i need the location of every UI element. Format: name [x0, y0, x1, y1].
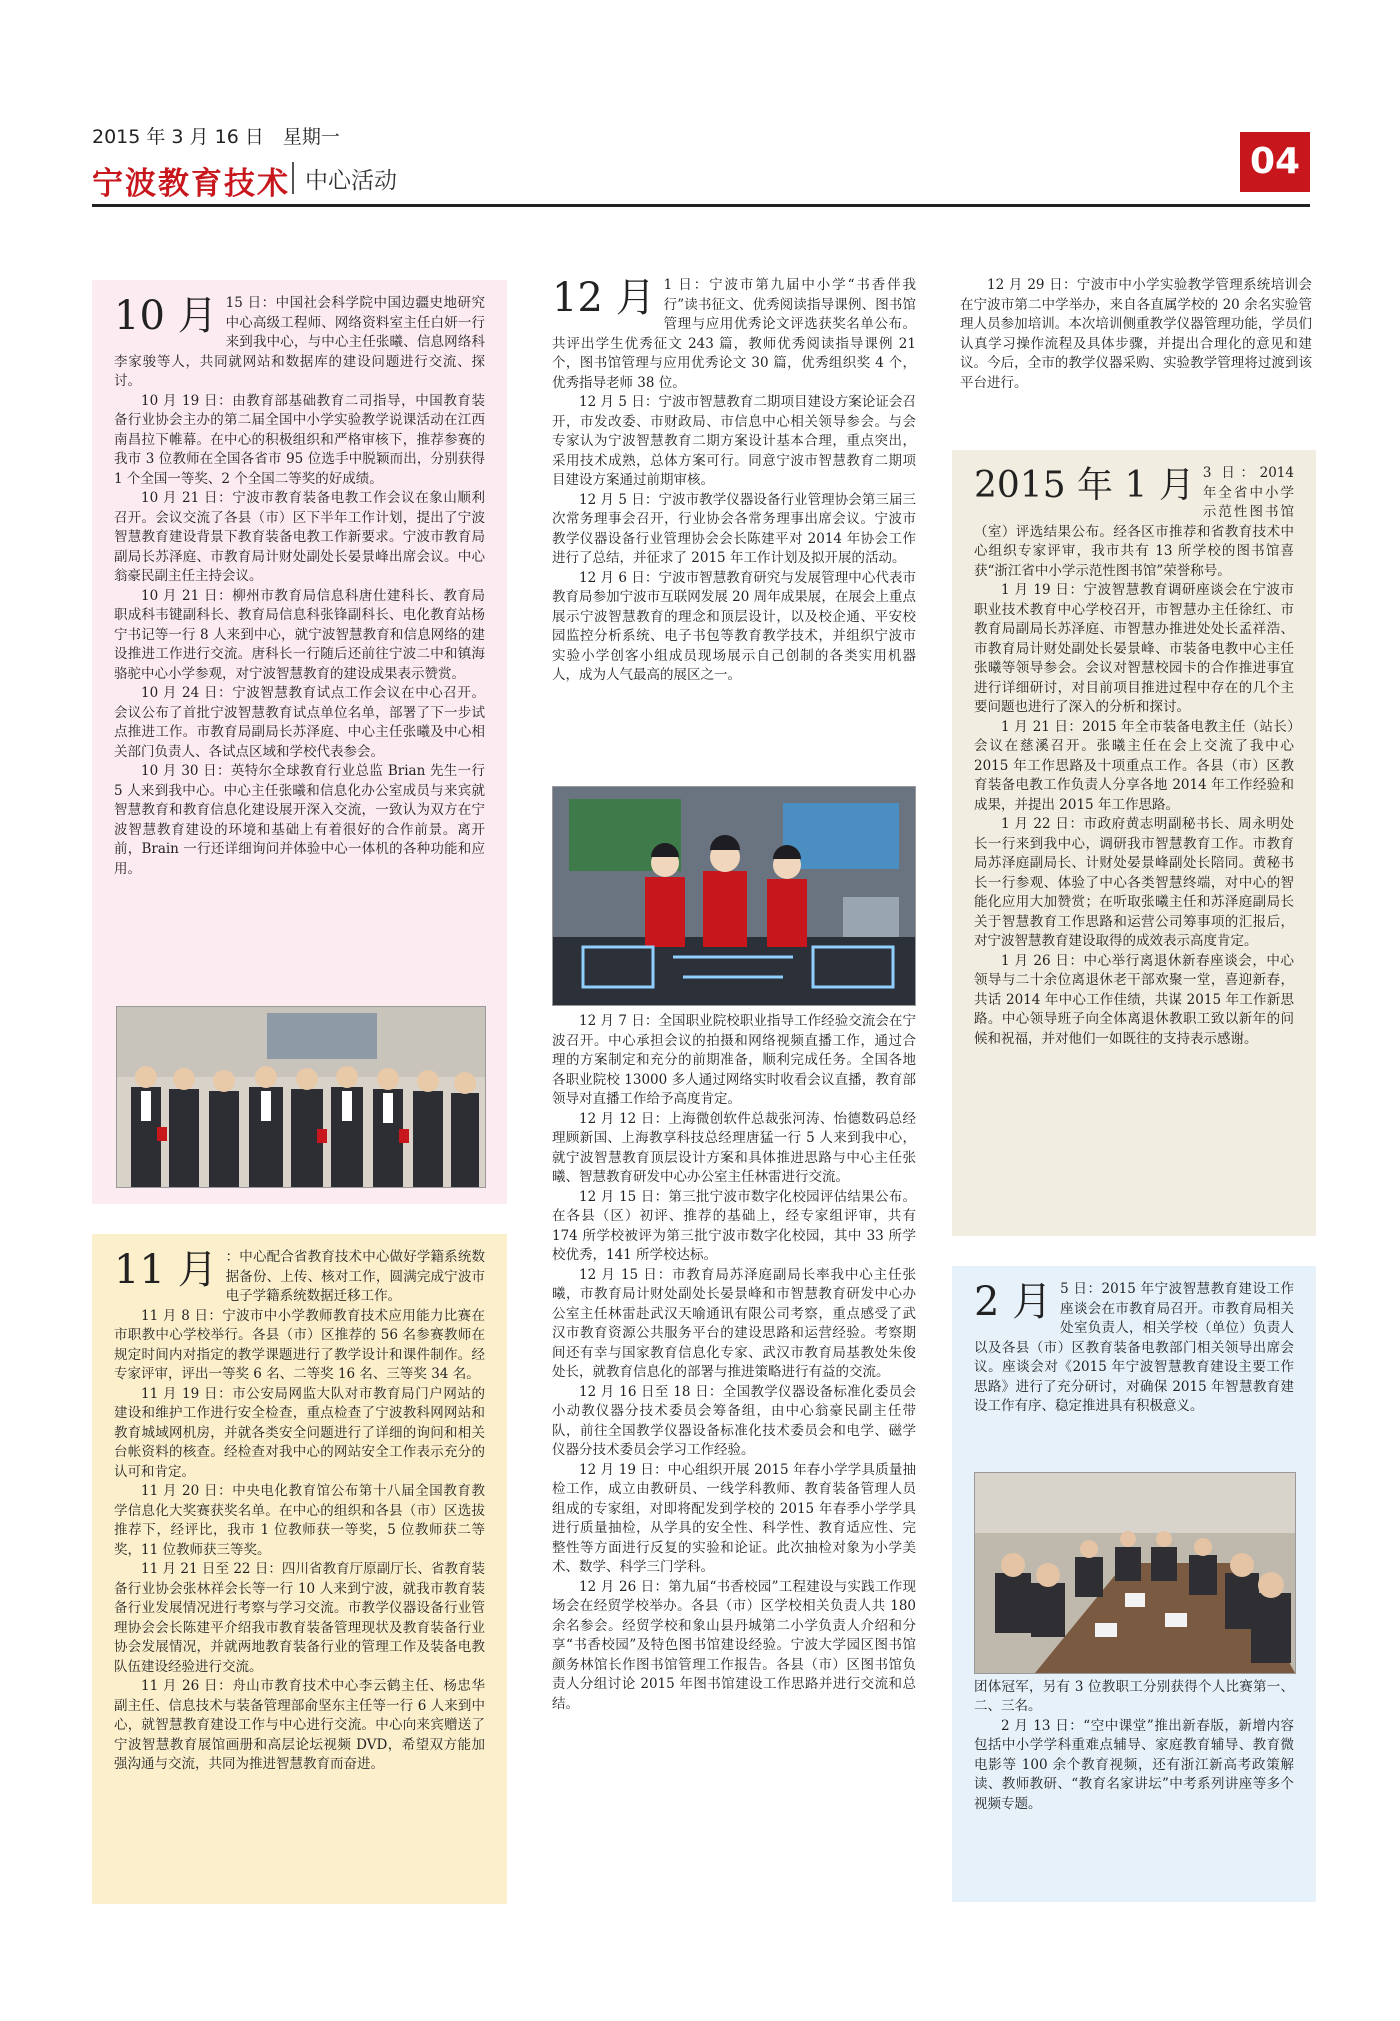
december-entry: 12 月 26 日：第九届“书香校园”工程建设与实践工作现场会在经贸学校举办。各县（市）区学校相关负责人共 180 余名参会。经贸学校和象山县丹城第二小学负责人介绍和分享“书香校园”及特色图书馆建设经验。宁波大学园区图书馆颜务林馆长作图书馆管理工作报告。各县（市）区图书馆负责人分组讨论 2015 年图书馆建设工作思路并进行交流和总结。: [552, 1578, 916, 1712]
december-entry: 12 月 12 日：上海微创软件总裁张河涛、怡德数码总经理顾新国、上海教享科技总经理唐猛一行 5 人来到我中心，就宁波智慧教育顶层设计方案和具体推进思路与中心主任张曦、智慧教育研发中心办公室主任林雷进行交流。: [552, 1110, 916, 1185]
month-heading-january: 2015 年 1 月: [974, 465, 1195, 506]
january-section: [952, 450, 1316, 1236]
january-entry: 1 月 26 日：中心举行离退休新春座谈会，中心领导与二十余位离退休老干部欢聚一堂，喜迎新春，共话 2014 年中心工作佳绩，共谋 2015 年工作新思路。中心领导班子向全体离退休教职工致以新年的问候和祝福，并对他们一如既往的支持表示感谢。: [974, 952, 1294, 1047]
december-entry: 12 月 15 日：市教育局苏泽庭副局长率我中心主任张曦，市教育局计财处副处长晏景峰和市智慧教育研发中心办公室主任林雷赴武汉天喻通讯有限公司考察，重点感受了武汉市教育资源公共服务平台的建设思路和运营经验。考察期间还有幸与国家教育信息化专家、武汉市教育局基教处朱俊处长，就教育信息化的部署与推进策略进行有益的交流。: [552, 1266, 916, 1380]
december-29-entry: [956, 276, 1316, 436]
month-heading-november: 11 月: [114, 1247, 218, 1293]
month-heading-february: 2 月: [974, 1279, 1053, 1325]
december-entry: 12 月 6 日：宁波市智慧教育研究与发展管理中心代表市教育局参加宁波市互联网发展 20 周年成果展，在展会上重点展示宁波智慧教育的理念和顶层设计，以及校企通、平安校园监控分析系统、电子书包等教育教学技术，并组织宁波市实验小学创客小组成员现场展示自己创制的各类实用机器人，成为人气最高的展区之一。: [552, 569, 916, 683]
october-entry: 15 日：中国社会科学院中国边疆史地研究中心高级工程师、网络资料室主任白妍一行来到我中心，与中心主任张曦、信息网络科李家骏等人，共同就网站和数据库的建设问题进行交流、探讨。: [114, 295, 485, 389]
november-section: [92, 1234, 507, 1904]
february-entry: 团体冠军，另有 3 位教职工分别获得个人比赛第一、二、三名。: [974, 1678, 1294, 1714]
robot-exhibit-image: [553, 787, 915, 1005]
november-entry: 11 月 8 日：宁波市中小学教师教育技术应用能力比赛在市职教中心学校举行。各县（市）区推荐的 56 名参赛教师在规定时间内对指定的教学课题进行了教学设计和课件制作。经专家评审，评出一等奖 6 名、二等奖 16 名、三等奖 34 名。: [114, 1307, 485, 1382]
month-heading-december: 12 月: [552, 276, 656, 321]
december-section-bottom: [548, 1012, 920, 1902]
november-entry: ：中心配合省教育技术中心做好学籍系统数据备份、上传、核对工作，圆满完成宁波市电子学籍系统数据迁移工作。: [225, 1249, 485, 1304]
january-entry: 3 日：2014 年全省中小学示范性图书馆（室）评选结果公布。经各区市推荐和省教育技术中心组织专家评审，我市共有 13 所学校的图书馆喜获“浙江省中小学示范性图书馆”荣誉称号。: [974, 465, 1294, 579]
october-entry: 10 月 24 日：宁波智慧教育试点工作会议在中心召开。会议公布了首批宁波智慧教育试点单位名单，部署了下一步试点推进工作。市教育局副局长苏泽庭、中心主任张曦及中心相关部门负责人、各试点区域和学校代表参会。: [114, 685, 485, 760]
december-section-top: [548, 276, 920, 778]
january-entry: 1 月 21 日：2015 年全市装备电教主任（站长）会议在慈溪召开。张曦主任在会上交流了我中心 2015 年工作思路及十项重点工作。各县（市）区教育装备电教工作负责人分享各地 2014 年工作经验和成果，并提出 2015 年工作思路。: [974, 718, 1294, 813]
november-entry: 11 月 21 日至 22 日：四川省教育厅原副厅长、省教育装备行业协会张林祥会长等一行 10 人来到宁波，就我市教育装备行业发展情况进行考察与学习交流。市教学仪器设备行业管理协会会长陈建平介绍我市教育装备管理现状及教育装备行业协会发展情况，并就两地教育装备行业的管理工作及装备电教队伍建设经验进行交流。: [114, 1561, 485, 1675]
october-entry: 10 月 21 日：柳州市教育局信息科唐仕建科长、教育局职成科韦键副科长、教育局信息科张锋副科长、电化教育站杨宁书记等一行 8 人来到中心，就宁波智慧教育和信息网络的建设推进工作进行交流。唐科长一行随后还前往宁波二中和镇海骆驼中心小学参观，对宁波智慧教育的建设成果表示赞赏。: [114, 587, 485, 682]
november-entry: 11 月 20 日：中央电化教育馆公布第十八届全国教育教学信息化大奖赛获奖名单。在中心的组织和各县（市）区选拔推荐下，经评比，我市 1 位教师获一等奖，5 位教师获二等奖，11 位教师获三等奖。: [114, 1483, 485, 1558]
header-rule: [92, 204, 1310, 207]
october-entry: 10 月 19 日：由教育部基础教育二司指导，中国教育装备行业协会主办的第二届全国中小学实验教学说课活动在江西南昌拉下帷幕。在中心的积极组织和严格审核下，推荐参赛的我市 3 位教师在全国各省市 95 位选手中脱颖而出，分别获得 1 个全国一等奖、2 个全国二等奖的好成绩。: [114, 392, 485, 487]
february-entry: 5 日：2015 年宁波智慧教育建设工作座谈会在市教育局召开。市教育局相关处室负责人，相关学校（单位）负责人以及各县（市）区教育装备电教部门相关领导出席会议。座谈会对《2015 年宁波智慧教育建设主要工作思路》进行了充分研讨，对确保 2015 年智慧教育建设工作有序、稳定推进具有积极意义。: [974, 1281, 1294, 1414]
december-entry: 12 月 5 日：宁波市教学仪器设备行业管理协会第三届三次常务理事会召开，行业协会各常务理事出席会议。宁波市教学仪器设备行业管理协会会长陈建平对 2014 年协会工作进行了总结，并征求了 2015 年工作计划及拟开展的活动。: [552, 491, 916, 566]
december-entry: 12 月 19 日：中心组织开展 2015 年春小学学具质量抽检工作，成立由教研员、一线学科教师、教育装备管理人员组成的专家组，对即将配发到学校的 2015 年春季小学学具进行质量抽检，从学具的安全性、科学性、教育适应性、完整性等方面进行反复的实验和论证。此次抽检对象为小学美术、数学、科学三门学科。: [552, 1461, 916, 1575]
january-entry: 1 月 19 日：宁波智慧教育调研座谈会在宁波市职业技术教育中心学校召开，市智慧办主任徐红、市教育局副局长苏泽庭、市智慧办推进处处长孟祥浩、市教育局计财处副处长晏景峰、市装备电教中心主任张曦等领导参会。会议对智慧校园卡的合作推进事宜进行详细研讨，对目前项目推进过程中存在的几个主要问题也进行了深入的分析和探讨。: [974, 582, 1294, 715]
january-entry: 1 月 22 日：市政府黄志明副秘书长、周永明处长一行来到我中心，调研我市智慧教育工作。市教育局苏泽庭副局长、计财处晏景峰副处长陪同。黄秘书长一行参观、体验了中心各类智慧终端，对中心的智能化应用大加赞赏；在听取张曦主任和苏泽庭副局长关于智慧教育工作思路和运营公司筹事项的汇报后，对宁波智慧教育建设取得的成效表示高度肯定。: [974, 816, 1294, 949]
issue-date: 2015 年 3 月 16 日 星期一: [92, 126, 340, 148]
october-entry: 10 月 21 日：宁波市教育装备电教工作会议在象山顺利召开。会议交流了各县（市）区下半年工作计划，提出了宁波智慧教育建设背景下教育装备电教工作新要求。宁波市教育局副局长苏泽庭、市教育局计财处副处长晏景峰出席会议。中心翁豪民副主任主持会议。: [114, 490, 485, 584]
december-entry: 12 月 16 日至 18 日：全国教学仪器设备标准化委员会小动教仪器分技术委员会筹备组，由中心翁豪民副主任带队，前往全国教学仪器设备标准化技术委员会和电学、磁学仪器分技术委员会学习工作经验。: [552, 1383, 916, 1458]
december-entry: 1 日：宁波市第九届中小学“书香伴我行”读书征文、优秀阅读指导课例、图书馆管理与应用优秀论文评选获奖名单公布。共评出学生优秀征文 243 篇，教师优秀阅读指导课例 21 个，图书馆管理与应用优秀论文 30 篇，优秀组织奖 4 个，优秀指导老师 38 位。: [552, 277, 916, 391]
header-divider: [292, 162, 294, 194]
meeting-photo-february: [974, 1472, 1296, 1674]
december-entry: 12 月 5 日：宁波市智慧教育二期项目建设方案论证会召开，市发改委、市财政局、市信息中心相关领导参会。与会专家认为宁波智慧教育二期方案设计基本合理，重点突出，采用技术成熟，总体方案可行。同意宁波市智慧教育二期项目建设方案通过前期审核。: [552, 394, 916, 488]
december-entry: 12 月 7 日：全国职业院校职业指导工作经验交流会在宁波召开。中心承担会议的拍摄和网络视频直播工作，通过合理的方案制定和充分的前期准备，顺利完成任务。全国各地各职业院校 13000 多人通过网络实时收看会议直播，教育部领导对直播工作给予高度肯定。: [552, 1013, 916, 1107]
november-entry: 11 月 19 日：市公安局网监大队对市教育局门户网站的建设和维护工作进行安全检查，重点检查了宁波教科网网站和教育城域网机房，并就各类安全问题进行了详细的询问和相关台帐资料的核查。经检查对我中心的网站安全工作表示充分的认可和肯定。: [114, 1385, 485, 1480]
meeting-photo-image: [975, 1473, 1295, 1673]
december-entry: 12 月 15 日：第三批宁波市数字化校园评估结果公布。在各县（区）初评、推荐的基础上，经专家组评审，共有 174 所学校被评为第三批宁波市数字化校园，其中 33 所学校优秀，141 所学校达标。: [552, 1188, 916, 1263]
page-number: 04: [1240, 132, 1310, 192]
december-entry: 12 月 29 日：宁波市中小学实验教学管理系统培训会在宁波市第二中学举办，来自各直属学校的 20 余名实验管理人员参加培训。本次培训侧重教学仪器管理功能，学员们认真学习操作流程及具体步骤，并提出合理化的意见和建议。今后，全市的教学仪器采购、实验教学管理将过渡到该平台进行。: [960, 277, 1312, 391]
october-entry: 10 月 30 日：英特尔全球教育行业总监 Brian 先生一行 5 人来到我中心。中心主任张曦和信息化办公室成员与来宾就智慧教育和教育信息化建设展开深入交流，一致认为双方在宁波智慧教育建设的环境和基础上有着很好的合作前景。离开前，Brain 一行还详细询问并体验中心一体机的各种功能和应用。: [114, 763, 485, 877]
group-photo-october: [116, 1006, 486, 1188]
month-heading-october: 10 月: [114, 293, 218, 339]
newspaper-logo: 宁波教育技术: [92, 166, 290, 202]
february-entry: 2 月 13 日：“空中课堂”推出新春版，新增内容包括中小学学科重难点辅导、家庭教育辅导、教育微电影等 100 余个教育视频，还有浙江新高考政策解读、教师教研、“教育名家讲坛”中考系列讲座等多个视频专题。: [974, 1717, 1294, 1812]
group-photo-image: [117, 1007, 485, 1187]
robot-exhibit-photo: [552, 786, 916, 1006]
november-entry: 11 月 26 日：舟山市教育技术中心李云鹤主任、杨忠华副主任、信息技术与装备管理部俞坚东主任等一行 6 人来到中心，就智慧教育建设工作与中心进行交流。中心向来宾赠送了宁波智慧教育展馆画册和高层论坛视频 DVD，希望双方能加强沟通与交流，共同为推进智慧教育而奋进。: [114, 1678, 485, 1772]
section-title: 中心活动: [305, 168, 397, 194]
